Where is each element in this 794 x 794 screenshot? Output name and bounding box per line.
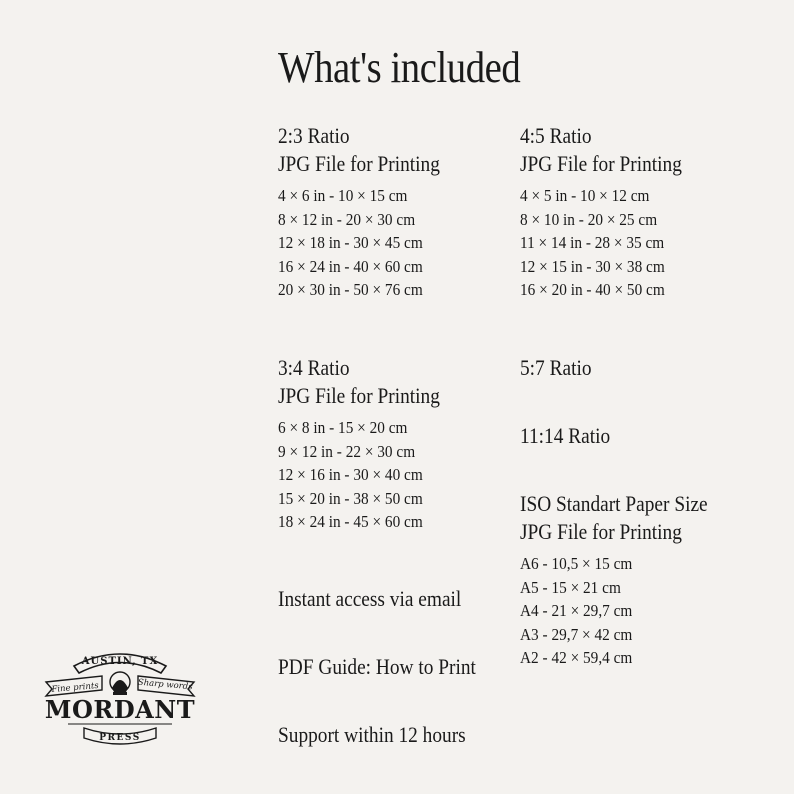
size-item: 16 × 24 in - 40 × 60 cm (278, 256, 423, 276)
logo-bottom-text: PRESS (99, 733, 141, 743)
size-list (520, 184, 686, 302)
size-item: 11 × 14 in - 28 × 35 cm (520, 233, 665, 253)
size-item: 15 × 20 in - 38 × 50 cm (278, 488, 423, 508)
size-item: A6 - 10,5 × 15 cm (520, 554, 633, 573)
feature-email-access: Instant access via email (278, 586, 462, 611)
iso-section (520, 490, 733, 670)
size-item: 18 × 24 in - 45 × 60 cm (278, 512, 423, 532)
feature-pdf-guide: PDF Guide: How to Print (278, 654, 476, 679)
size-list (278, 416, 444, 534)
page-title: What's included (278, 43, 521, 92)
size-list (520, 552, 712, 670)
ratio-3-4-section (278, 354, 462, 534)
logo-right-text: Sharp words (137, 677, 193, 693)
emblem-icon (110, 672, 130, 695)
ratio-2-3-section (278, 122, 462, 302)
feature-support: Support within 12 hours (278, 722, 466, 747)
size-item: 16 × 20 in - 40 × 50 cm (520, 280, 665, 300)
size-item: 12 × 15 in - 30 × 38 cm (520, 256, 665, 276)
ratio-subheading: JPG File for Printing (520, 519, 682, 544)
logo-name: MORDANT (44, 695, 196, 724)
size-item: 8 × 12 in - 20 × 30 cm (278, 209, 416, 229)
ratio-heading: 2:3 Ratio (278, 123, 350, 148)
size-item: 8 × 10 in - 20 × 25 cm (520, 209, 658, 229)
size-item: A3 - 29,7 × 42 cm (520, 624, 633, 644)
size-item: A5 - 15 × 21 cm (520, 577, 621, 597)
logo-graphic (40, 640, 200, 750)
size-item: A2 - 42 × 59,4 cm (520, 648, 633, 668)
logo-left-text: Fine prints (51, 680, 100, 696)
ratio-heading: ISO Standart Paper Size (520, 491, 708, 516)
size-item: 12 × 16 in - 30 × 40 cm (278, 465, 423, 485)
ratio-subheading: JPG File for Printing (520, 151, 682, 176)
ratio-11-14-section (520, 422, 622, 450)
size-item: 9 × 12 in - 22 × 30 cm (278, 441, 416, 461)
logo-top-text: AUSTIN, TX (81, 656, 159, 667)
ratio-5-7-section (520, 354, 601, 382)
ratio-heading: 4:5 Ratio (520, 123, 592, 148)
ratio-subheading: JPG File for Printing (278, 151, 440, 176)
size-item: A4 - 21 × 29,7 cm (520, 601, 633, 621)
size-item: 12 × 18 in - 30 × 45 cm (278, 233, 423, 253)
ratio-4-5-section (520, 122, 704, 302)
size-item: 4 × 5 in - 10 × 12 cm (520, 186, 650, 205)
ratio-heading: 3:4 Ratio (278, 355, 350, 380)
size-item: 4 × 6 in - 10 × 15 cm (278, 186, 408, 205)
size-item: 6 × 8 in - 15 × 20 cm (278, 418, 408, 437)
size-item: 20 × 30 in - 50 × 76 cm (278, 280, 423, 300)
ratio-heading: 11:14 Ratio (520, 423, 611, 448)
ratio-subheading: JPG File for Printing (278, 383, 440, 408)
size-list (278, 184, 444, 302)
mordant-press-logo (40, 640, 200, 750)
ratio-heading: 5:7 Ratio (520, 355, 592, 380)
